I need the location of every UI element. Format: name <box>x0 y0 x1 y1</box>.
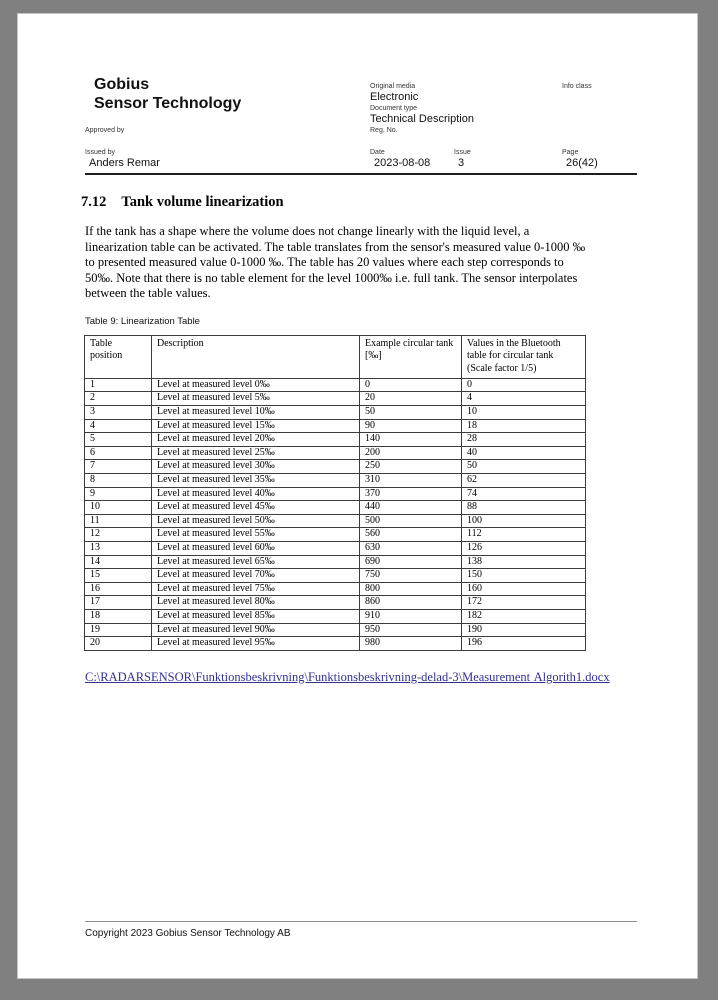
table-cell: 9 <box>85 487 152 501</box>
table-cell: 15 <box>85 569 152 583</box>
table-cell: 0 <box>462 378 586 392</box>
table-cell: 200 <box>360 446 462 460</box>
table-cell: Level at measured level 50‰ <box>152 514 360 528</box>
date-label: Date <box>370 149 385 156</box>
table-cell: Level at measured level 20‰ <box>152 433 360 447</box>
field-approved-by <box>85 126 124 135</box>
table-body <box>85 378 586 650</box>
table-caption: Table 9: Linearization Table <box>85 316 200 327</box>
issued-by-label: Issued by <box>85 149 115 156</box>
footer-divider <box>85 921 637 922</box>
table-cell: Level at measured level 90‰ <box>152 623 360 637</box>
table-cell: 20 <box>85 637 152 651</box>
table-cell: 980 <box>360 637 462 651</box>
table-cell: 370 <box>360 487 462 501</box>
table-cell: 1 <box>85 378 152 392</box>
table-cell: Level at measured level 35‰ <box>152 474 360 488</box>
table-row <box>85 637 586 651</box>
table-cell: 18 <box>462 419 586 433</box>
table-cell: 4 <box>462 392 586 406</box>
table-row <box>85 569 586 583</box>
table-row <box>85 623 586 637</box>
page-label: Page <box>562 149 579 156</box>
field-document-type <box>370 104 474 126</box>
table-cell: 196 <box>462 637 586 651</box>
table-cell: 13 <box>85 542 152 556</box>
table-cell: 50 <box>360 406 462 420</box>
table-cell: 6 <box>85 446 152 460</box>
table-cell: 250 <box>360 460 462 474</box>
copyright-text: Copyright 2023 Gobius Sensor Technology AB <box>85 928 291 939</box>
table-header-cell: Example circular tank [‰] <box>360 336 462 379</box>
table-cell: 5 <box>85 433 152 447</box>
paragraph-line: 50‰. Note that there is no table element for the level 1000‰ i.e. full tank. The sensor interpolates <box>85 270 578 285</box>
table-cell: Level at measured level 40‰ <box>152 487 360 501</box>
table-cell: 800 <box>360 582 462 596</box>
table-cell: 20 <box>360 392 462 406</box>
table-row <box>85 609 586 623</box>
table-row <box>85 406 586 420</box>
document-type-value: Technical Description <box>370 113 474 125</box>
section-heading <box>81 193 284 211</box>
table-cell: 100 <box>462 514 586 528</box>
table-cell: 630 <box>360 542 462 556</box>
paragraph-line: between the table values. <box>85 286 211 301</box>
paragraph-line: linearization table can be activated. The table translates from the sensor's measured value 0-1000 ‰ <box>85 239 586 254</box>
section-number: 7.12 <box>81 194 107 210</box>
table-row <box>85 446 586 460</box>
body-paragraph <box>85 224 585 302</box>
table-cell: 860 <box>360 596 462 610</box>
linearization-table <box>84 335 586 651</box>
field-info-class <box>562 82 592 91</box>
table-cell: 62 <box>462 474 586 488</box>
table-cell: 150 <box>462 569 586 583</box>
table-cell: Level at measured level 15‰ <box>152 419 360 433</box>
table-cell: 10 <box>462 406 586 420</box>
table-cell: 310 <box>360 474 462 488</box>
table-cell: Level at measured level 0‰ <box>152 378 360 392</box>
company-logo <box>94 75 241 113</box>
original-media-label: Original media <box>370 83 416 90</box>
table-cell: Level at measured level 10‰ <box>152 406 360 420</box>
table-row <box>85 555 586 569</box>
table-row <box>85 433 586 447</box>
table-cell: 560 <box>360 528 462 542</box>
table-cell: 160 <box>462 582 586 596</box>
table-cell: 28 <box>462 433 586 447</box>
table-row <box>85 487 586 501</box>
table-cell: 182 <box>462 609 586 623</box>
logo-line-2: Sensor Technology <box>94 95 242 112</box>
table-row <box>85 378 586 392</box>
paragraph-line: to presented measured value 0-1000 ‰. The table has 20 values where each step corresponds to <box>85 255 564 270</box>
info-class-label: Info class <box>562 83 592 90</box>
table-cell: 50 <box>462 460 586 474</box>
table-header-row <box>85 336 586 379</box>
table-cell: 172 <box>462 596 586 610</box>
table-row <box>85 514 586 528</box>
table-row <box>85 460 586 474</box>
table-row <box>85 392 586 406</box>
section-title: Tank volume linearization <box>121 194 284 210</box>
table-cell: 8 <box>85 474 152 488</box>
table-cell: 440 <box>360 501 462 515</box>
date-value: 2023-08-08 <box>374 157 431 169</box>
table-cell: 750 <box>360 569 462 583</box>
table-cell: 90 <box>360 419 462 433</box>
header-divider <box>85 173 637 175</box>
table-row <box>85 501 586 515</box>
table-cell: 7 <box>85 460 152 474</box>
table-cell: 2 <box>85 392 152 406</box>
page-value: 26(42) <box>566 157 598 169</box>
table-cell: Level at measured level 5‰ <box>152 392 360 406</box>
table-cell: 126 <box>462 542 586 556</box>
table-cell: 950 <box>360 623 462 637</box>
table-cell: 910 <box>360 609 462 623</box>
table-cell: 12 <box>85 528 152 542</box>
field-reg-no <box>370 126 398 135</box>
field-issue <box>454 148 471 170</box>
table-cell: 190 <box>462 623 586 637</box>
file-link[interactable]: C:\RADARSENSOR\Funktionsbeskrivning\Funktionsbeskrivning-delad-3\Measurement Algorith1.docx <box>85 670 610 684</box>
table-cell: 19 <box>85 623 152 637</box>
table-cell: 3 <box>85 406 152 420</box>
table-cell: 16 <box>85 582 152 596</box>
table-cell: Level at measured level 75‰ <box>152 582 360 596</box>
table-row <box>85 596 586 610</box>
table-row <box>85 474 586 488</box>
table-cell: 500 <box>360 514 462 528</box>
field-page <box>562 148 598 170</box>
reg-no-label: Reg. No. <box>370 127 398 134</box>
table-cell: 138 <box>462 555 586 569</box>
document-type-label: Document type <box>370 105 418 112</box>
table-cell: 14 <box>85 555 152 569</box>
table-cell: 88 <box>462 501 586 515</box>
table-cell: Level at measured level 55‰ <box>152 528 360 542</box>
table-cell: 140 <box>360 433 462 447</box>
field-original-media <box>370 82 418 104</box>
table-cell: 11 <box>85 514 152 528</box>
issue-label: Issue <box>454 149 471 156</box>
issue-value: 3 <box>458 157 465 169</box>
table-cell: 690 <box>360 555 462 569</box>
table-cell: 0 <box>360 378 462 392</box>
table-cell: 40 <box>462 446 586 460</box>
field-issued-by <box>85 148 160 170</box>
table-cell: 10 <box>85 501 152 515</box>
table-cell: Level at measured level 25‰ <box>152 446 360 460</box>
table-cell: Level at measured level 65‰ <box>152 555 360 569</box>
table-row <box>85 419 586 433</box>
approved-by-label: Approved by <box>85 127 125 134</box>
logo-line-1: Gobius <box>94 76 150 93</box>
table-cell: 112 <box>462 528 586 542</box>
table-cell: Level at measured level 95‰ <box>152 637 360 651</box>
table-cell: Level at measured level 85‰ <box>152 609 360 623</box>
table-cell: Level at measured level 30‰ <box>152 460 360 474</box>
issued-by-value: Anders Remar <box>89 157 160 169</box>
table-row <box>85 582 586 596</box>
table-header-cell: Description <box>152 336 360 379</box>
table-cell: 74 <box>462 487 586 501</box>
table-cell: Level at measured level 45‰ <box>152 501 360 515</box>
table-header-cell: Values in the Bluetooth table for circular tank (Scale factor 1/5) <box>462 336 586 379</box>
table-cell: Level at measured level 70‰ <box>152 569 360 583</box>
table-cell: 4 <box>85 419 152 433</box>
table-row <box>85 542 586 556</box>
document-page <box>17 13 698 979</box>
table-cell: 18 <box>85 609 152 623</box>
table-cell: 17 <box>85 596 152 610</box>
original-media-value: Electronic <box>370 91 419 103</box>
table-header-cell: Table position <box>85 336 152 379</box>
field-date <box>370 148 430 170</box>
table-row <box>85 528 586 542</box>
paragraph-line: If the tank has a shape where the volume does not change linearly with the liquid level, a <box>85 224 530 238</box>
table-cell: Level at measured level 60‰ <box>152 542 360 556</box>
table-cell: Level at measured level 80‰ <box>152 596 360 610</box>
